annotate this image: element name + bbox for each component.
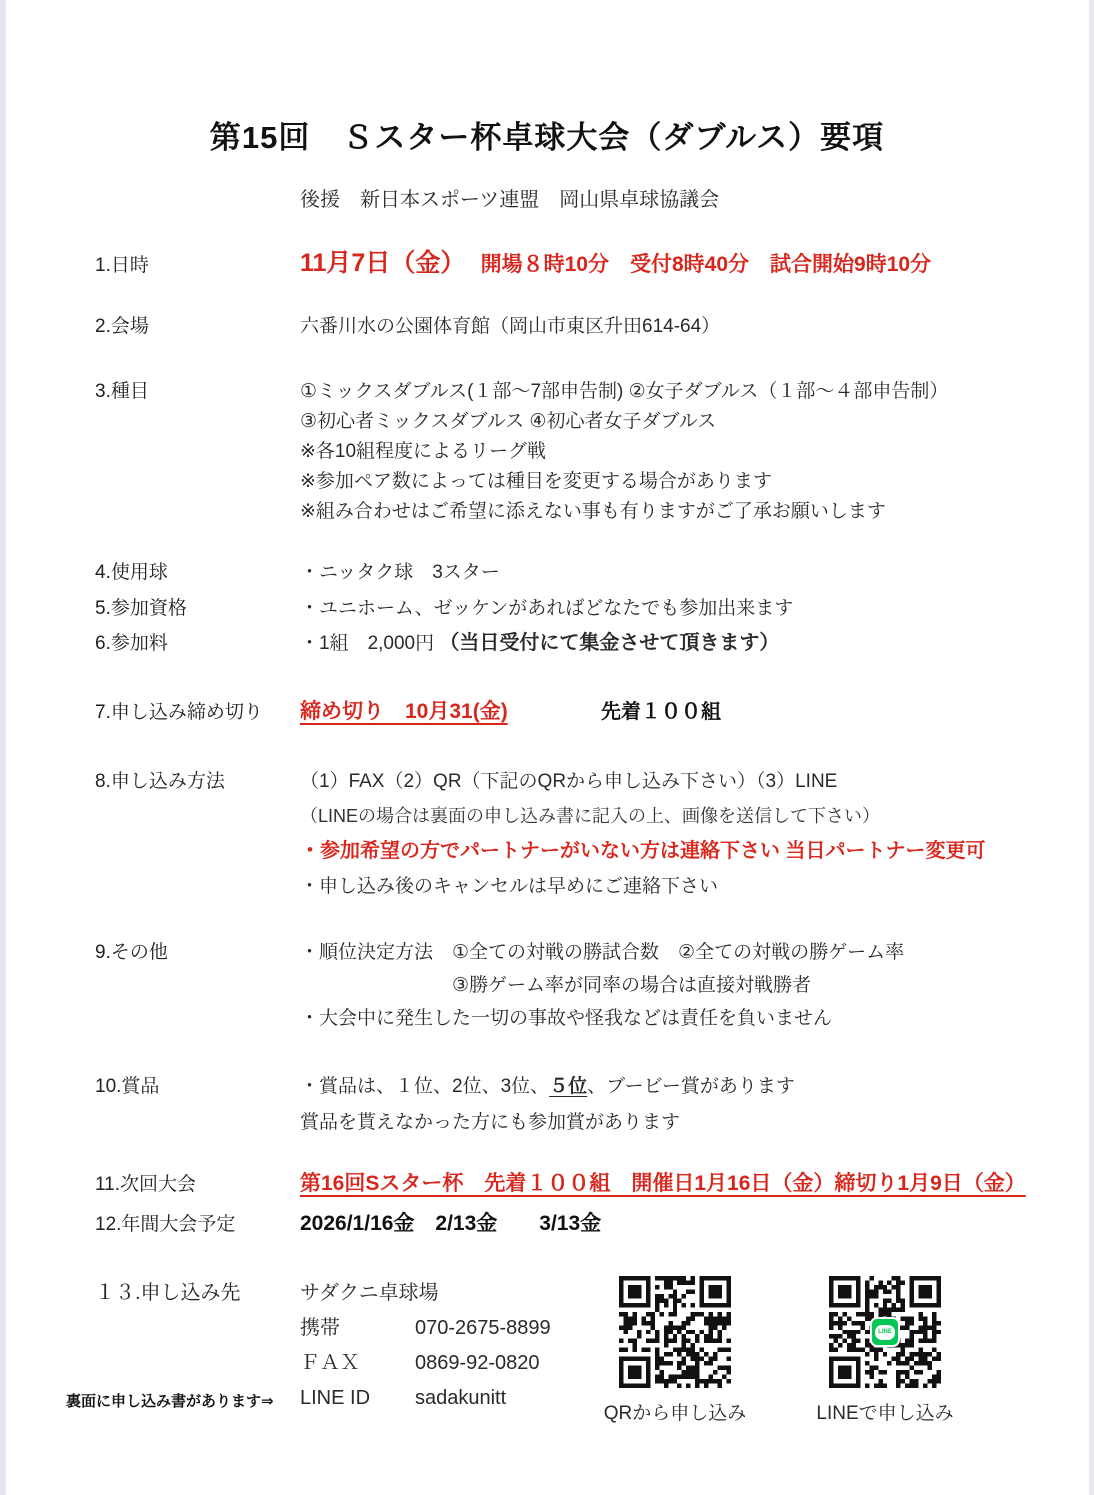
fax-number: 0869-92-0820: [415, 1352, 540, 1374]
line-id-value: sadakunitt: [415, 1387, 507, 1409]
capacity-note: 先着１００組: [600, 701, 721, 723]
events-line: ※各10組程度によるリーグ戦: [300, 441, 547, 462]
ball-text: ・ニッタク球 3スター: [300, 562, 500, 583]
section-other: [0, 936, 1094, 1035]
section-next-label: 11.次回大会: [95, 1174, 197, 1195]
application-line-note: （LINEの場合は裏面の申し込み書に記入の上、画像を送信して下さい）: [300, 806, 881, 826]
phone-number: 070-2675-8899: [415, 1317, 551, 1339]
events-line: ※組み合わせはご希望に添えない事も有りますがご了承お願いします: [300, 501, 886, 522]
section-fee: [0, 628, 1094, 659]
section-events: [0, 376, 1094, 527]
prizes-text-post: 、ブービー賞があります: [587, 1076, 795, 1097]
annual-dates: 2026/1/16金 2/13金 3/13金: [300, 1212, 602, 1235]
contact-details: [300, 1276, 600, 1425]
next-tournament-info: 第16回Sスター杯 先着１００組 開催日1月16日（金）締切り1月9日（金）: [300, 1172, 1026, 1195]
deadline-date: 締め切り 10月31(金): [300, 700, 508, 723]
phone-label: 携帯: [300, 1317, 340, 1339]
section-schedule-label: 12.年間大会予定: [95, 1214, 236, 1235]
section-datetime: [0, 248, 1094, 281]
liability-note: ・大会中に発生した一切の事故や怪我などは責任を負いません: [300, 1008, 833, 1029]
section-ball: [0, 557, 1094, 588]
section-application: [0, 764, 1094, 904]
contact-venue-name: サダクニ卓球場: [300, 1282, 439, 1304]
venue-text: 六番川水の公園体育館（岡山市東区升田614-64）: [300, 316, 721, 337]
line-app-icon: LINE: [870, 1317, 900, 1347]
prizes-text-pre: ・賞品は、１位、2位、3位、: [300, 1076, 550, 1097]
section-other-label: 9.その他: [95, 942, 168, 963]
section-annual-schedule: [0, 1209, 1094, 1240]
section-next-tournament: [0, 1169, 1094, 1200]
prizes-fifth-place: ５位: [549, 1076, 588, 1097]
section-prizes-label: 10.賞品: [95, 1076, 160, 1097]
qr-apply-block: [600, 1276, 750, 1425]
section-contact: [0, 1276, 1094, 1425]
contact-line-row: [300, 1381, 600, 1416]
section-contact-label: １３.申し込み先: [95, 1282, 241, 1304]
application-methods: （1）FAX（2）QR（下記のQRから申し込み下さい）（3）LINE: [300, 771, 838, 792]
section-deadline-label: 7.申し込み締め切り: [95, 702, 263, 723]
eligibility-text: ・ユニホーム、ゼッケンがあればどなたでも参加出来ます: [300, 598, 794, 619]
fax-label: ＦＡＸ: [300, 1352, 360, 1374]
fee-amount: ・1組 2,000円: [300, 633, 435, 654]
section-eligibility: [0, 593, 1094, 624]
events-line: ③初心者ミックスダブルス ④初心者女子ダブルス: [300, 411, 717, 432]
section-datetime-label: 1.日時: [95, 255, 149, 276]
line-id-label: LINE ID: [300, 1387, 371, 1409]
section-venue-label: 2.会場: [95, 316, 149, 337]
page-title: 第15回 Ｓスター杯卓球大会（ダブルス）要項: [209, 120, 885, 155]
qr-line-block: [810, 1276, 960, 1425]
section-fee-label: 6.参加料: [95, 633, 168, 654]
section-deadline: [0, 697, 1094, 728]
qr-line-caption: LINEで申し込み: [816, 1403, 954, 1424]
section-events-label: 3.種目: [95, 381, 149, 402]
cancel-notice: ・申し込み後のキャンセルは早めにご連絡下さい: [300, 876, 719, 897]
prizes-line: [300, 1069, 1094, 1105]
section-ball-label: 4.使用球: [95, 562, 168, 583]
qr-code-apply: [619, 1276, 731, 1388]
qr-apply-caption: QRから申し込み: [603, 1403, 747, 1424]
back-side-form-note: 裏面に申し込み書があります⇒: [66, 1393, 274, 1410]
event-date: 11月7日（金）: [300, 249, 466, 277]
contact-fax-row: [300, 1346, 600, 1381]
section-eligibility-label: 5.参加資格: [95, 598, 187, 619]
fee-collection-note: （当日受付にて集金させて頂きます）: [439, 632, 780, 654]
ranking-rule-tiebreak: ③勝ゲーム率が同率の場合は直接対戦勝者: [452, 975, 812, 996]
section-application-label: 8.申し込み方法: [95, 771, 225, 792]
event-times: 開場８時10分 受付8時40分 試合開始9時10分: [480, 253, 932, 276]
participation-prize-note: 賞品を貰えなかった方にも参加賞があります: [300, 1112, 681, 1133]
contact-phone-row: [300, 1311, 600, 1346]
sponsor-line: 後援 新日本スポーツ連盟 岡山県卓球協議会: [300, 189, 720, 211]
events-line: ①ミックスダブルス(１部〜7部申告制) ②女子ダブルス（１部〜４部申告制）: [300, 381, 949, 402]
ranking-rule: ・順位決定方法 ①全ての対戦の勝試合数 ②全ての対戦の勝ゲーム率: [300, 942, 905, 963]
partner-notice: ・参加希望の方でパートナーがいない方は連絡下さい 当日パートナー変更可: [300, 840, 986, 862]
section-venue: [0, 311, 1094, 342]
events-line: ※参加ペア数によっては種目を変更する場合があります: [300, 471, 772, 492]
section-prizes: [0, 1069, 1094, 1141]
